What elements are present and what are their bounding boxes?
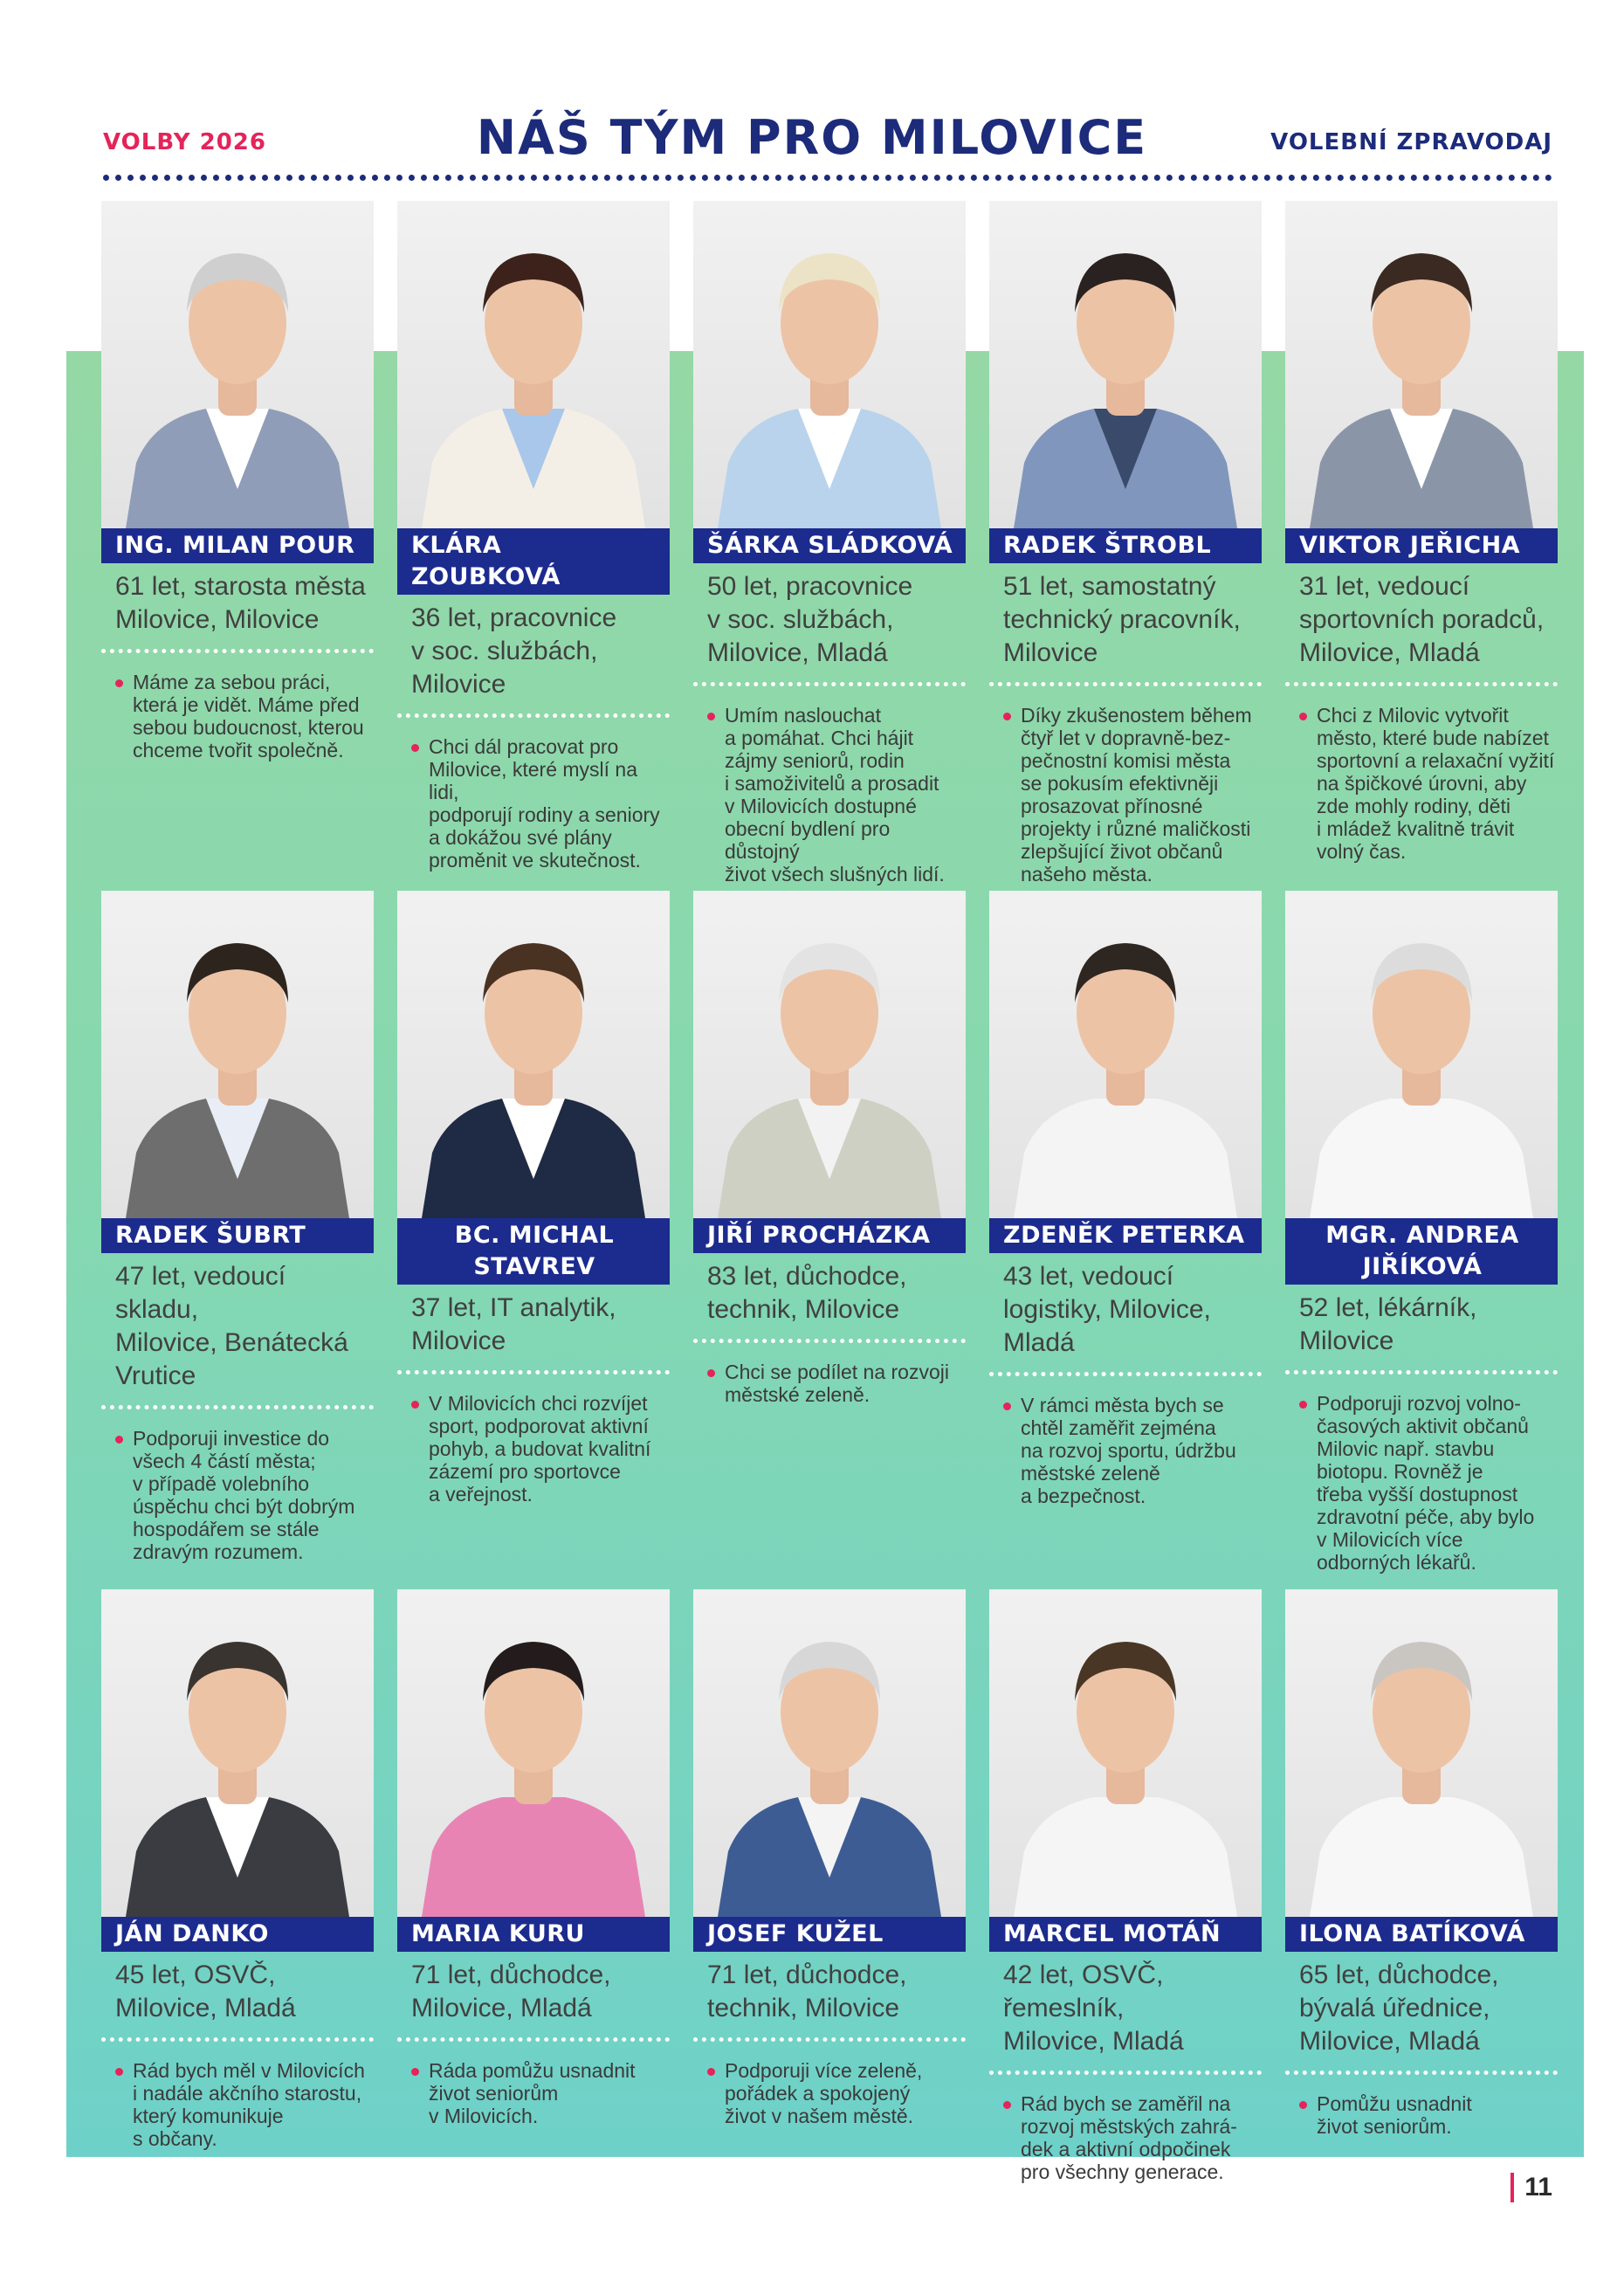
candidate-name: JOSEF KUŽEL bbox=[693, 1917, 966, 1952]
candidate-card bbox=[1285, 891, 1558, 1574]
candidate-photo bbox=[397, 891, 670, 1218]
candidate-description: 52 let, lékárník, Milovice bbox=[1299, 1293, 1477, 1355]
candidate-statement: Podporuji více zeleně, pořádek a spokojený život v našem městě. bbox=[693, 2042, 966, 2127]
candidate-description: 31 let, vedoucí sportovních poradců, Milovice, Mladá bbox=[1299, 572, 1545, 667]
candidate-name: RADEK ŠTROBL bbox=[989, 528, 1262, 563]
candidate-name: RADEK ŠUBRT bbox=[101, 1218, 374, 1253]
candidate-photo bbox=[989, 1589, 1262, 1917]
candidate-photo bbox=[693, 891, 966, 1218]
candidate-photo bbox=[397, 1589, 670, 1917]
candidate-name: MARCEL MOTÁŇ bbox=[989, 1917, 1262, 1952]
candidate-card bbox=[989, 891, 1262, 1507]
candidate-name: ŠÁRKA SLÁDKOVÁ bbox=[693, 528, 966, 563]
candidate-statement: Pomůžu usnadnit život seniorům. bbox=[1285, 2075, 1558, 2138]
election-label: VOLBY 2026 bbox=[103, 129, 266, 155]
candidate-description: 51 let, samostatný technický pracovník, Milovice bbox=[1003, 572, 1241, 667]
candidate-photo bbox=[397, 201, 670, 528]
candidate-card bbox=[101, 891, 374, 1563]
page-number-bar bbox=[1510, 2173, 1514, 2202]
candidate-statement: Podporuji investice do všech 4 částí města; v případě volebního úspěchu chci být dobrým hospodářem se stále zdravým rozumem. bbox=[101, 1409, 374, 1563]
candidate-name: VIKTOR JEŘICHA bbox=[1285, 528, 1558, 563]
candidate-card bbox=[989, 1589, 1262, 2183]
page-title: NÁŠ TÝM PRO MILOVICE bbox=[476, 110, 1148, 165]
candidate-name: ING. MILAN POUR bbox=[101, 528, 374, 563]
candidate-photo bbox=[101, 1589, 374, 1917]
candidate-description: 43 let, vedoucí logistiky, Milovice, Mladá bbox=[1003, 1262, 1211, 1357]
candidate-card bbox=[101, 1589, 374, 2150]
candidate-name: MGR. ANDREA JIŘÍKOVÁ bbox=[1285, 1218, 1558, 1285]
candidate-card bbox=[693, 1589, 966, 2127]
candidate-statement: Rád bych se zaměřil na rozvoj městských zahrá- dek a aktivní odpočinek pro všechny generace. bbox=[989, 2075, 1262, 2183]
candidate-photo bbox=[693, 201, 966, 528]
candidate-photo bbox=[693, 1589, 966, 1917]
candidate-photo bbox=[101, 201, 374, 528]
candidate-card bbox=[397, 1589, 670, 2127]
candidate-statement: Chci se podílet na rozvoji městské zeleně. bbox=[693, 1343, 966, 1406]
candidate-description: 61 let, starosta města Milovice, Milovice bbox=[115, 572, 366, 634]
candidate-name: KLÁRA ZOUBKOVÁ bbox=[397, 528, 670, 595]
candidate-statement: Umím naslouchat a pomáhat. Chci hájit zájmy seniorů, rodin i samoživitelů a prosadit v Milovicích dostupné obecní bydlení pro důstojný život všech slušných lidí. bbox=[693, 686, 966, 885]
candidate-description: 45 let, OSVČ, Milovice, Mladá bbox=[115, 1960, 296, 2022]
candidate-description: 71 let, důchodce, technik, Milovice bbox=[707, 1960, 907, 2022]
candidate-card bbox=[397, 891, 670, 1506]
candidate-description: 71 let, důchodce, Milovice, Mladá bbox=[411, 1960, 611, 2022]
candidate-description: 47 let, vedoucí skladu, Milovice, Benátecká Vrutice bbox=[115, 1262, 348, 1390]
candidate-name: ZDENĚK PETERKA bbox=[989, 1218, 1262, 1253]
candidate-name: ILONA BATÍKOVÁ bbox=[1285, 1917, 1558, 1952]
candidate-card bbox=[101, 201, 374, 761]
candidate-card bbox=[1285, 1589, 1558, 2138]
candidate-photo bbox=[1285, 1589, 1558, 1917]
candidate-photo bbox=[1285, 201, 1558, 528]
newsletter-label: VOLEBNÍ ZPRAVODAJ bbox=[1270, 129, 1552, 155]
candidate-description: 42 let, OSVČ, řemeslník, Milovice, Mladá bbox=[1003, 1960, 1184, 2056]
candidate-card bbox=[693, 891, 966, 1406]
candidate-description: 83 let, důchodce, technik, Milovice bbox=[707, 1262, 907, 1324]
candidate-photo bbox=[1285, 891, 1558, 1218]
candidate-statement: Podporuji rozvoj volno- časových aktivit občanů Milovic např. stavbu biotopu. Rovněž je třeba vyšší dostupnost zdravotní péče, aby bylo v Milovicích více odborných lékařů. bbox=[1285, 1375, 1558, 1574]
candidate-statement: Máme za sebou práci, která je vidět. Máme před sebou budoucnost, kterou chceme tvořit společně. bbox=[101, 653, 374, 761]
candidate-name: MARIA KURU bbox=[397, 1917, 670, 1952]
candidate-statement: Díky zkušenostem během čtyř let v dopravně-bez- pečnostní komisi města se pokusím efektivněji prosazovat přínosné projekty i různé maličkosti zlepšující život občanů našeho města. bbox=[989, 686, 1262, 885]
candidate-card bbox=[397, 201, 670, 872]
candidate-description: 50 let, pracovnice v soc. službách, Milovice, Mladá bbox=[707, 572, 913, 667]
candidate-name: BC. MICHAL STAVREV bbox=[397, 1218, 670, 1285]
candidate-description: 36 let, pracovnice v soc. službách, Milovice bbox=[411, 603, 617, 699]
candidate-card bbox=[989, 201, 1262, 885]
candidate-statement: Ráda pomůžu usnadnit život seniorům v Milovicích. bbox=[397, 2042, 670, 2127]
candidate-statement: Chci dál pracovat pro Milovice, které myslí na lidi, podporují rodiny a seniory a dokážou své plány proměnit ve skutečnost. bbox=[397, 718, 670, 872]
candidate-name: JIŘÍ PROCHÁZKA bbox=[693, 1218, 966, 1253]
candidate-name: JÁN DANKO bbox=[101, 1917, 374, 1952]
header-divider bbox=[103, 175, 1552, 181]
candidate-statement: Chci z Milovic vytvořit město, které bude nabízet sportovní a relaxační vyžití na špičkové úrovni, aby zde mohly rodiny, děti i mládež kvalitně trávit volný čas. bbox=[1285, 686, 1558, 863]
page-number: 11 bbox=[1524, 2173, 1552, 2202]
candidate-description: 37 let, IT analytik, Milovice bbox=[411, 1293, 616, 1355]
candidate-card bbox=[1285, 201, 1558, 863]
candidate-description: 65 let, důchodce, bývalá úřednice, Milovice, Mladá bbox=[1299, 1960, 1499, 2056]
candidate-statement: Rád bych měl v Milovicích i nadále akčního starostu, který komunikuje s občany. bbox=[101, 2042, 374, 2150]
candidate-card bbox=[693, 201, 966, 885]
candidate-photo bbox=[101, 891, 374, 1218]
candidate-statement: V Milovicích chci rozvíjet sport, podporovat aktivní pohyb, a budovat kvalitní zázemí pro sportovce a veřejnost. bbox=[397, 1375, 670, 1506]
candidate-photo bbox=[989, 891, 1262, 1218]
candidate-photo bbox=[989, 201, 1262, 528]
candidate-statement: V rámci města bych se chtěl zaměřit zejména na rozvoj sportu, údržbu městské zeleně a bezpečnost. bbox=[989, 1376, 1262, 1507]
